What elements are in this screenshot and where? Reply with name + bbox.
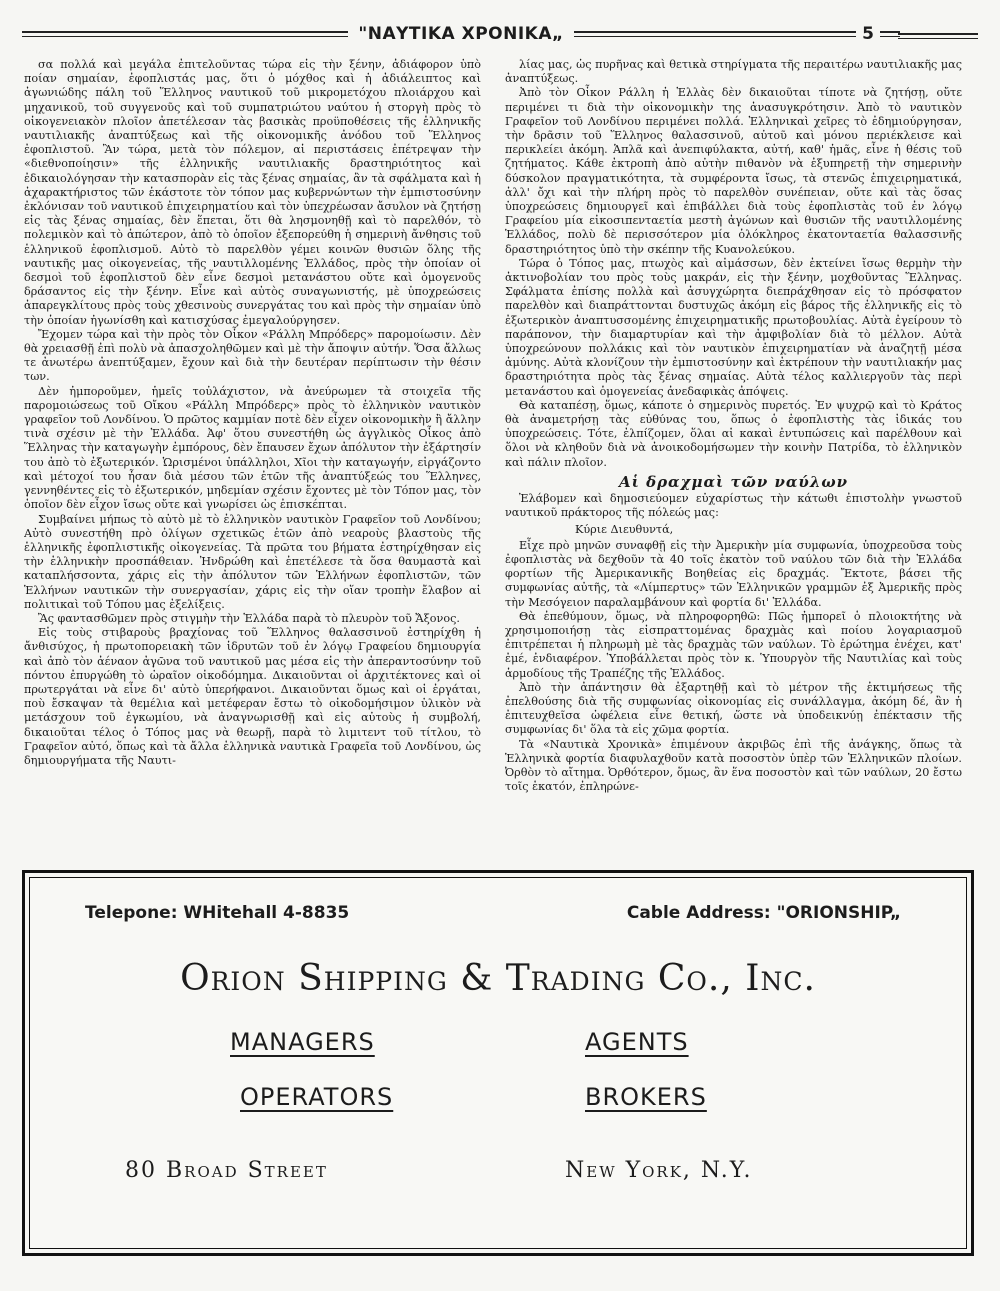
paragraph: Ἂς φαντασθῶμεν πρὸς στιγμὴν τὴν Ἑλλάδα παρὰ τὸ πλευρὸν τοῦ Ἄξονος. [38, 611, 460, 625]
paragraph: Εἰς τοὺς στιβαροὺς βραχίονας τοῦ Ἕλληνος θαλασσινοῦ ἐστηρίχθη ἡ ἄνθισύχος, ἡ πρωτοπορειακὴ τῶν ἱδρυτῶν τοῦ ἐν λόγῳ Γραφείου δημιουργία καὶ ἀπὸ τὸν ἀέναον ἀγῶνα τοῦ ναυτικοῦ μας μέσα εἰς τὴν ἀπεραντοσύνην τοῦ πόντου ἐπυργώθη τὸ ὡραῖον οἰκοδόμημα. Δικαιοῦνται οἱ ἀρχιτέκτονες καὶ οἱ πρωτεργάται νὰ εἶνε δι' αὐτὸ ὑπερήφανοι. Δικαιοῦνται ὅμως καὶ οἱ ἐργάται, ποὺ ἔσκαψαν τὰ θεμέλια καὶ μετέφεραν ἔστω τὸ οἰκοδομήσιμον ὑλικὸν νὰ μετάσχουν τοῦ ἐγκωμίου, νὰ ἀναγνωρισθῇ καὶ εἰς αὐτοὺς ἡ συμβολή, δικαιοῦται τέλος ὁ Τόπος μας νὰ θεωρῇ, παρὰ τὸ λιμιτεντ τοῦ τίτλου, τὸ Γραφεῖον αὐτό, ὅπως καὶ τὰ ἄλλα ἑλληνικὰ ναυτικὰ Γραφεῖα τοῦ Λονδίνου, ὡς δημιουργήματα τῆς Ναυτι- [24, 626, 481, 767]
ad-role-brokers: BROKERS [585, 1083, 707, 1111]
column-right [505, 58, 962, 858]
paragraph: Ἀπὸ τὴν ἀπάντησιν θὰ ἐξαρτηθῇ καὶ τὸ μέτρον τῆς ἐκτιμήσεως τῆς ἐπελθούσης διὰ τῆς συμφωνίας οἰκονομίας εἰς συνάλλαγμα, ἀκόμη δέ, ἂν ἡ ἐπιτευχθεῖσα ὠφέλεια εἶνε θετική, ὥστε νὰ ὑποδεικνύῃ ἐπέκτασιν τῆς συμφωνίας δι' ὅλα τὰ εἰς χῶμα φορτία. [505, 680, 962, 737]
paragraph: Θὰ καταπέσῃ, ὅμως, κάποτε ὁ σημερινὸς πυρετός. Ἐν ψυχρῷ καὶ τὸ Κράτος θὰ ἀναμετρήσῃ τὰς εὐθύνας του, ὅπως ὁ ἐφοπλιστὴς τὰς ἰδικάς του ὑποχρεώσεις. Τότε, ἐλπίζομεν, ὅλαι αἱ κακαὶ ἐντυπώσεις καὶ παρέλθουν καὶ ὅλοι νὰ κληθοῦν διὰ νὰ ἀνοικοδομήσωμεν τὴν κοινὴν Πατρίδα, τὸ ἑλληνικὸν καὶ πάλιν πλοῖον. [505, 398, 962, 469]
ad-role-operators: OPERATORS [240, 1083, 394, 1111]
column-left [24, 58, 481, 858]
article-body [24, 58, 962, 858]
masthead: "ΝΑΥΤΙΚΑ ΧΡΟΝΙΚΑ„ [358, 24, 564, 44]
section-heading: Αἱ δραχμαὶ τῶν ναύλων [618, 472, 849, 491]
letter-salutation: Κύριε Διευθυντά, [575, 522, 674, 536]
paragraph: Ἀπὸ τὸν Οἶκον Ράλλη ἡ Ἑλλὰς δὲν δικαιοῦται τίποτε νὰ ζητήσῃ, οὔτε περιμένει τι διὰ τὴν οἰκονομικὴν της ἀνασυγκρότησιν. Ἀπὸ τὸ ναυτικὸν Γραφεῖον τοῦ Λονδίνου περιμένει πολλά. Ἑλληνικαὶ χεῖρες τὸ ἐδημιούργησαν, τὴν δρᾶσιν τοῦ Ἕλληνος θαλασσινοῦ, αὐτοῦ καὶ μόνου περιέκλεισε καὶ περικλείει ἀκόμη. Ἁπλᾶ καὶ ἀνεπιφύλακτα, αὐτή, καθ' ἡμᾶς, εἶνε ἡ θέσις τοῦ ζητήματος. Κάθε ἐκτροπὴ ἀπὸ αὐτὴν πιθανὸν νὰ ἐξυπηρετῇ τὴν σημερινὴν δύσκολον πραγματικότητα, τὰ συμφέροντα ἴσως, τὰ στενῶς ἐπιχειρηματικά, ἀλλ' ὄχι καὶ τὴν πλήρη πρὸς τὸ παρελθὸν συνέπειαν, οὔτε καὶ τὰς ὅσας ὑποχρεώσεις δημιουργεῖ καὶ ἐπιβάλλει διὰ τοὺς ἐφοπλιστὰς τοῦ ἐν λόγῳ Γραφείου μία εἰκοσιπενταετία μεστὴ ἀγώνων καὶ θυσιῶν τῆς ναυτιλλομένης Ἑλλάδος, πολὺ δὲ περισσότερον μία ὁλόκληρος ἑκατονταετία θαλασσινῆς δραστηριότητος ὑπὸ τὴν σκέπην τῆς Κυανολεύκου. [505, 86, 962, 256]
ad-role-agents: AGENTS [585, 1028, 689, 1056]
ad-cable-address: Cable Address: "ORIONSHIP„ [626, 903, 901, 923]
ad-street-address: 80 Broad Street [125, 1158, 328, 1183]
ad-city: New York, N.Y. [565, 1158, 753, 1183]
ad-company-name: Orion Shipping & Trading Co., Inc. [180, 958, 816, 999]
header-rule-left [22, 31, 348, 37]
advertisement-box [22, 870, 974, 1256]
paragraph: Τὰ «Ναυτικὰ Χρονικὰ» ἐπιμένουν ἀκριβῶς ἐπὶ τῆς ἀνάγκης, ὅπως τὰ Ἑλληνικὰ φορτία διαφυλαχθοῦν κατὰ ποσοστὸν ὑπὲρ τῶν Ἑλληνικῶν πλοίων. Ὀρθὸν τὸ αἴτημα. Ὀρθότερον, ὅμως, ἂν ἕνα ποσοστὸν καὶ τῶν ναύλων, 20 ἔστω τοῖς ἑκατόν, ἐπληρώνε- [505, 737, 962, 794]
letter-intro: Ἐλάβομεν καὶ δημοσιεύομεν εὐχαρίστως τὴν κάτωθι ἐπιστολὴν γνωστοῦ ναυτικοῦ πράκτορος τῆς πόλεώς μας: [505, 492, 962, 520]
header-rule-end [898, 33, 978, 39]
paragraph: Τώρα ὁ Τόπος μας, πτωχὸς καὶ αἱμάσσων, δὲν ἐκτείνει ἴσως θερμὴν τὴν ἀκτινοβολίαν του πρὸς τοὺς μακράν, εἰς τὴν ξένην, μοχθοῦντας Ἕλληνας. Σφάλματα ἐπίσης πολλὰ καὶ ἀσυγχώρητα διεπράχθησαν εἰς τὸ πρόσφατον παρελθὸν καὶ διαπράττονται δυστυχῶς ἀκόμη εἰς βάρος τῆς ἑλληνικῆς εἰς τὸ ἐξωτερικὸν ἀναπτυσσομένης ἐπιχειρηματικῆς πρωτοβουλίας. Αὐτὰ ἐγείρουν τὸ παράπονον, τὴν διαμαρτυρίαν καὶ τὴν ἀμφιβολίαν διὰ τὸ μέλλον. Αὐτὰ ὑποχρεώνουν πολλάκις καὶ τὸν ναυτικὸν ἐπιχειρηματίαν νὰ ἀναζητῇ μέσα ἀμύνης. Αὐτὰ κλονίζουν τὴν ἐμπιστοσύνην καὶ ἐκτρέπουν τὴν ναυτιλιακήν μας δραστηριότητα πρὸς τὰς ξένας σημαίας. Αὐτὰ τέλος καλλιεργοῦν τὰς περὶ μετανάστου καὶ ὁμογενείας ἀνεδαφικὰς ἀπόψεις. [505, 256, 962, 398]
paragraph: Θὰ ἐπεθύμουν, ὅμως, νὰ πληροφορηθῶ: Πῶς ἠμπορεῖ ὁ πλοιοκτήτης νὰ χρησιμοποιήσῃ τὰς εἰσπραττομένας δραχμὰς καὶ ποίου λογαριασμοῦ ἐπιτρέπεται ἡ πληρωμὴ μὲ τὰς δραχμὰς τῶν ναύλων. Τὸ ἐρώτημα ἐνέχει, κατ' ἐμέ, ἐνδιαφέρον. Ὑποβάλλεται πρὸς τὸν κ. Ὑπουργὸν τῆς Ναυτιλίας καὶ τοὺς ἁρμοδίους τῆς Τραπέζης τῆς Ἑλλάδος. [505, 609, 962, 680]
ad-telephone: Telepone: WHitehall 4-8835 [85, 903, 350, 923]
paragraph: λίας μας, ὡς πυρῆνας καὶ θετικὰ στηρίγματα τῆς περαιτέρω ναυτιλιακῆς μας ἀναπτύξεως. [505, 58, 962, 86]
page-number: 5 [856, 24, 880, 44]
paragraph: σα πολλά καὶ μεγάλα ἐπιτελοῦντας τώρα εἰς τὴν ξένην, ἀδιάφορον ὑπὸ ποίαν σημαίαν, ἐφοπλιστάς μας, ὅτι ὁ μόχθος καὶ ἡ ἀδιάλειπτος καὶ ἀγωνιώδης πάλη τοῦ Ἕλληνος ναυτικοῦ τοῦ μικρομετόχου πλοιάρχου καὶ μηχανικοῦ, τοῦ συγγενοῦς καὶ τοῦ συμπατριώτου ναύτου ἡ στοργὴ πρὸς τὸ οἰκογενειακὸν πλοῖον ἀπετέλεσαν τὰς βασικὰς προϋποθέσεις τῆς ἑλληνικῆς ναυτιλιακῆς ἀναπτύξεως καὶ τῆς οἰκονομικῆς ἀνόδου τοῦ Ἕλληνος ἐφοπλιστοῦ. Ἂν τώρα, μετὰ τὸν πόλεμον, αἱ περιστάσεις ἐπέτρεψαν τὴν «διεθνοποίησιν» τῆς ἑλληνικῆς ναυτιλιακῆς δραστηριότητος καὶ ἐδικαιολόγησαν τὴν κατασπορὰν εἰς τὰς ξένας σημαίας, ἂν τὰ σφάλματα καὶ ἡ ἀχαρακτήριστος τῶν ἑκάστοτε τὸν τόπον μας κυβερνώντων τὴν ἐμπιστοσύνην ἐκλόνισαν τοῦ ναυτικοῦ ἐπιχειρηματίου καὶ τὸν ὑπεχρέωσαν ἄσυλον νὰ ζητήσῃ εἰς τὰς ξένας σημαίας, δὲν ἕπεται, ὅτι θὰ λησμονηθῇ καὶ τὸ παρελθόν, τὸ πολεμικὸν καὶ τὸ ἀπώτερον, ἀπὸ τὸ ὁποῖον ἐξεπορεύθη ἡ σημερινὴ ἄνθησις τοῦ ἑλληνικοῦ ἐφοπλισμοῦ. Αὐτὸ τὸ παρελθὸν γέμει κοινῶν θυσιῶν ὅλης τῆς ναυτικῆς μας οἰκογενείας, τῆς ναυτιλλομένης Ἑλλάδος, πρὸς τὴν ὁποίαν οἱ δεσμοὶ τοῦ ἐφοπλιστοῦ δὲν εἶνε δεσμοὶ μετανάστου οὔτε καὶ ὁμογενοῦς δράσαντος εἰς τὴν ξένην. Εἶνε καὶ αὐτὸς συναγωνιστής, μὲ ὑποχρεώσεις ἀπαρεγκλίτους πρὸς τοὺς χθεσινοὺς συνεργάτας του καὶ πρὸς τὴν σημαίαν ὑπὸ τὴν ὁποίαν ἠγωνίσθη καὶ κατισχύσας ἐμεγαλούργησεν. [24, 58, 481, 327]
header-rule-right [574, 31, 900, 37]
page-header [22, 22, 900, 46]
paragraph: Συμβαίνει μήπως τὸ αὐτὸ μὲ τὸ ἑλληνικὸν ναυτικὸν Γραφεῖον τοῦ Λονδίνου; Αὐτὸ συνεστήθη πρὸ ὀλίγων σχετικῶς ἐτῶν ἀπὸ νεαροὺς βλαστοὺς τῆς ἑλληνικῆς ἐφοπλιστικῆς οἰκογενείας. Τὰ πρῶτα του βήματα ἐστηρίχθησαν εἰς τὴν ἑλληνικὴν προσπάθειαν. Ἠνδρώθη καὶ ἐπετέλεσε τὰ ὅσα θαυμαστὰ καὶ καταπλήσσοντα, χάρις εἰς τὴν ἀπόλυτον τῶν Ἑλλήνων ἐφοπλιστῶν, τῶν Ἑλλήνων ναυτικῶν τὴν συνεργασίαν, χάρις εἰς τὴν οἵαν τροπὴν ἔλαβον αἱ πολιτικαὶ τοῦ Τόπου μας ἐξελίξεις. [24, 512, 481, 611]
paragraph: Ἔχομεν τώρα καὶ τὴν πρὸς τὸν Οἶκον «Ράλλη Μπρόδερς» παρομοίωσιν. Δὲν θὰ χρειασθῇ ἐπὶ πολὺ νὰ ἀπασχοληθῶμεν καὶ μὲ τὴν ἄποψιν αὐτήν. Ὅσα ἄλλως τε ἀνωτέρω ἀνεπτύξαμεν, ἔχουν καὶ διὰ τὴν δευτέραν περίπτωσιν τὴν θέσιν των. [24, 327, 481, 384]
ad-role-managers: MANAGERS [230, 1028, 375, 1056]
paragraph: Εἶχε πρὸ μηνῶν συναφθῇ εἰς τὴν Ἀμερικὴν μία συμφωνία, ὑποχρεοῦσα τοὺς ἐφοπλιστὰς νὰ δεχθοῦν τὰ 40 τοῖς ἑκατὸν τοῦ ναύλου τῶν διὰ τὴν Ἑλλάδα φορτίων τῆς Ἀμερικανικῆς Βοηθείας εἰς δραχμάς. Ἔκτοτε, βάσει τῆς συμφωνίας αὐτῆς, τὰ «Λίμπερτυς» τῶν Ἑλληνικῶν γραμμῶν ἐξ Ἀμερικῆς πρὸς τὴν Μεσόγειον παραλαμβάνουν καὶ φορτία δι' Ἑλλάδα. [505, 538, 962, 609]
paragraph: Δὲν ἠμποροῦμεν, ἡμεῖς τοὐλάχιστον, νὰ ἀνεύρωμεν τὰ στοιχεῖα τῆς παρομοιώσεως τοῦ Οἴκου «Ράλλη Μπρόδερς» πρὸς τὸ ἑλληνικὸν ναυτικὸν γραφεῖον τοῦ Λονδίνου. Ὁ πρῶτος καμμίαν ποτὲ δὲν εἶχεν οἰκονομικὴν ἢ ἄλλην τινὰ σχέσιν μὲ τὴν Ἑλλάδα. Ἀφ' ὅτου συνεστήθη ὡς ἀγγλικὸς Οἶκος ἀπὸ Ἕλληνας τὴν καταγωγὴν ἐμπόρους, δὲν ἔπαυσεν ἔχων ἀπόλυτον τὴν ἐξάρτησίν του ἀπὸ τὸ ἐξωτερικόν. Ὡρισμένοι ὑπάλληλοι, Χῖοι τὴν καταγωγήν, εἰργάζοντο καὶ μέτοχοί του ἦσαν διὰ μέσου τῶν ἐτῶν τῆς ἀναπτύξεώς του Ἕλληνες, γεννηθέντες εἰς τὸ ἐξωτερικόν, μηδεμίαν σχέσιν ἔχοντες μὲ τὸν Τόπον μας, τὸν ὁποῖον δὲν εἶχον ἴσως οὔτε καὶ γνωρίσει ὡς ἐπισκέπται. [24, 384, 481, 512]
